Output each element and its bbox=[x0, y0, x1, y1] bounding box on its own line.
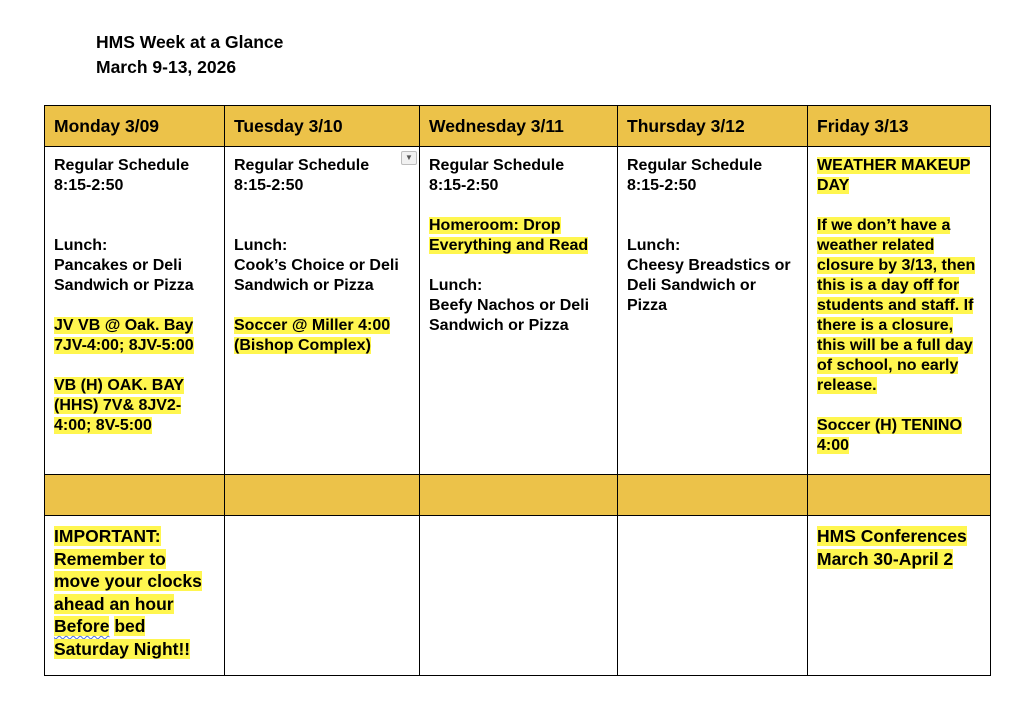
lunch-menu: Cook’s Choice or Deli Sandwich or Pizza bbox=[234, 257, 399, 294]
day-header-friday: Friday 3/13 bbox=[808, 106, 991, 147]
week-table bbox=[44, 105, 991, 676]
empty-cell[interactable] bbox=[618, 516, 808, 676]
important-text-end: bed Saturday Night!! bbox=[54, 616, 191, 659]
schedule-row bbox=[45, 147, 991, 475]
event-highlight: VB (H) OAK. BAY (HHS) 7V& 8JV2-4:00; 8V-5:00 bbox=[54, 377, 185, 434]
lunch-label: Lunch: bbox=[429, 277, 483, 294]
cell-monday[interactable] bbox=[45, 147, 225, 475]
schedule-label: Regular Schedule bbox=[627, 157, 763, 174]
lunch-menu: Pancakes or Deli Sandwich or Pizza bbox=[54, 257, 194, 294]
schedule-label: Regular Schedule bbox=[429, 157, 565, 174]
homeroom-highlight: Homeroom: Drop Everything and Read bbox=[429, 217, 589, 254]
event-highlight: JV VB @ Oak. Bay 7JV-4:00; 8JV-5:00 bbox=[54, 317, 194, 354]
document-title: HMS Week at a Glance bbox=[96, 32, 284, 52]
schedule-label: Regular Schedule bbox=[54, 157, 190, 174]
lunch-menu: Cheesy Breadstics or Deli Sandwich or Pizza bbox=[627, 257, 791, 314]
cell-wednesday[interactable] bbox=[420, 147, 618, 475]
notes-row bbox=[45, 516, 991, 676]
empty-cell[interactable] bbox=[225, 516, 420, 676]
cell-friday[interactable] bbox=[808, 147, 991, 475]
document-dates: March 9-13, 2026 bbox=[96, 57, 237, 77]
lunch-label: Lunch: bbox=[234, 237, 288, 254]
cell-thursday[interactable] bbox=[618, 147, 808, 475]
weather-makeup-headline: WEATHER MAKEUP DAY bbox=[817, 157, 971, 194]
day-header-wednesday: Wednesday 3/11 bbox=[420, 106, 618, 147]
spacer-cell[interactable] bbox=[45, 475, 225, 516]
spellcheck-word: Before bbox=[54, 616, 110, 636]
conferences-text: HMS Conferences March 30-April 2 bbox=[817, 526, 967, 569]
spacer-cell[interactable] bbox=[225, 475, 420, 516]
day-header-thursday: Thursday 3/12 bbox=[618, 106, 808, 147]
spacer-cell[interactable] bbox=[808, 475, 991, 516]
empty-cell[interactable] bbox=[420, 516, 618, 676]
spacer-cell[interactable] bbox=[618, 475, 808, 516]
cell-tuesday[interactable] bbox=[225, 147, 420, 475]
day-header-row bbox=[45, 106, 991, 147]
spacer-row bbox=[45, 475, 991, 516]
schedule-time: 8:15-2:50 bbox=[429, 177, 499, 194]
schedule-time: 8:15-2:50 bbox=[54, 177, 124, 194]
cell-important-note[interactable] bbox=[45, 516, 225, 676]
chevron-down-icon[interactable]: ▼ bbox=[401, 151, 417, 165]
weather-note: If we don’t have a weather related closure by 3/13, then this is a day off for students and staff. If there is a closure, this will be a full day of school, no early release. bbox=[817, 217, 976, 394]
event-highlight: Soccer (H) TENINO 4:00 bbox=[817, 417, 962, 454]
cell-conferences[interactable] bbox=[808, 516, 991, 676]
lunch-label: Lunch: bbox=[627, 237, 681, 254]
schedule-time: 8:15-2:50 bbox=[627, 177, 697, 194]
lunch-menu: Beefy Nachos or Deli Sandwich or Pizza bbox=[429, 297, 590, 334]
day-header-monday: Monday 3/09 bbox=[45, 106, 225, 147]
important-text: IMPORTANT: Remember to move your clocks ahead an hour bbox=[54, 526, 202, 614]
event-highlight: Soccer @ Miller 4:00 (Bishop Complex) bbox=[234, 317, 391, 354]
lunch-label: Lunch: bbox=[54, 237, 108, 254]
schedule-time: 8:15-2:50 bbox=[234, 177, 304, 194]
schedule-label: Regular Schedule bbox=[234, 157, 370, 174]
document-title-block bbox=[96, 30, 283, 80]
day-header-tuesday: Tuesday 3/10 bbox=[225, 106, 420, 147]
spacer-cell[interactable] bbox=[420, 475, 618, 516]
